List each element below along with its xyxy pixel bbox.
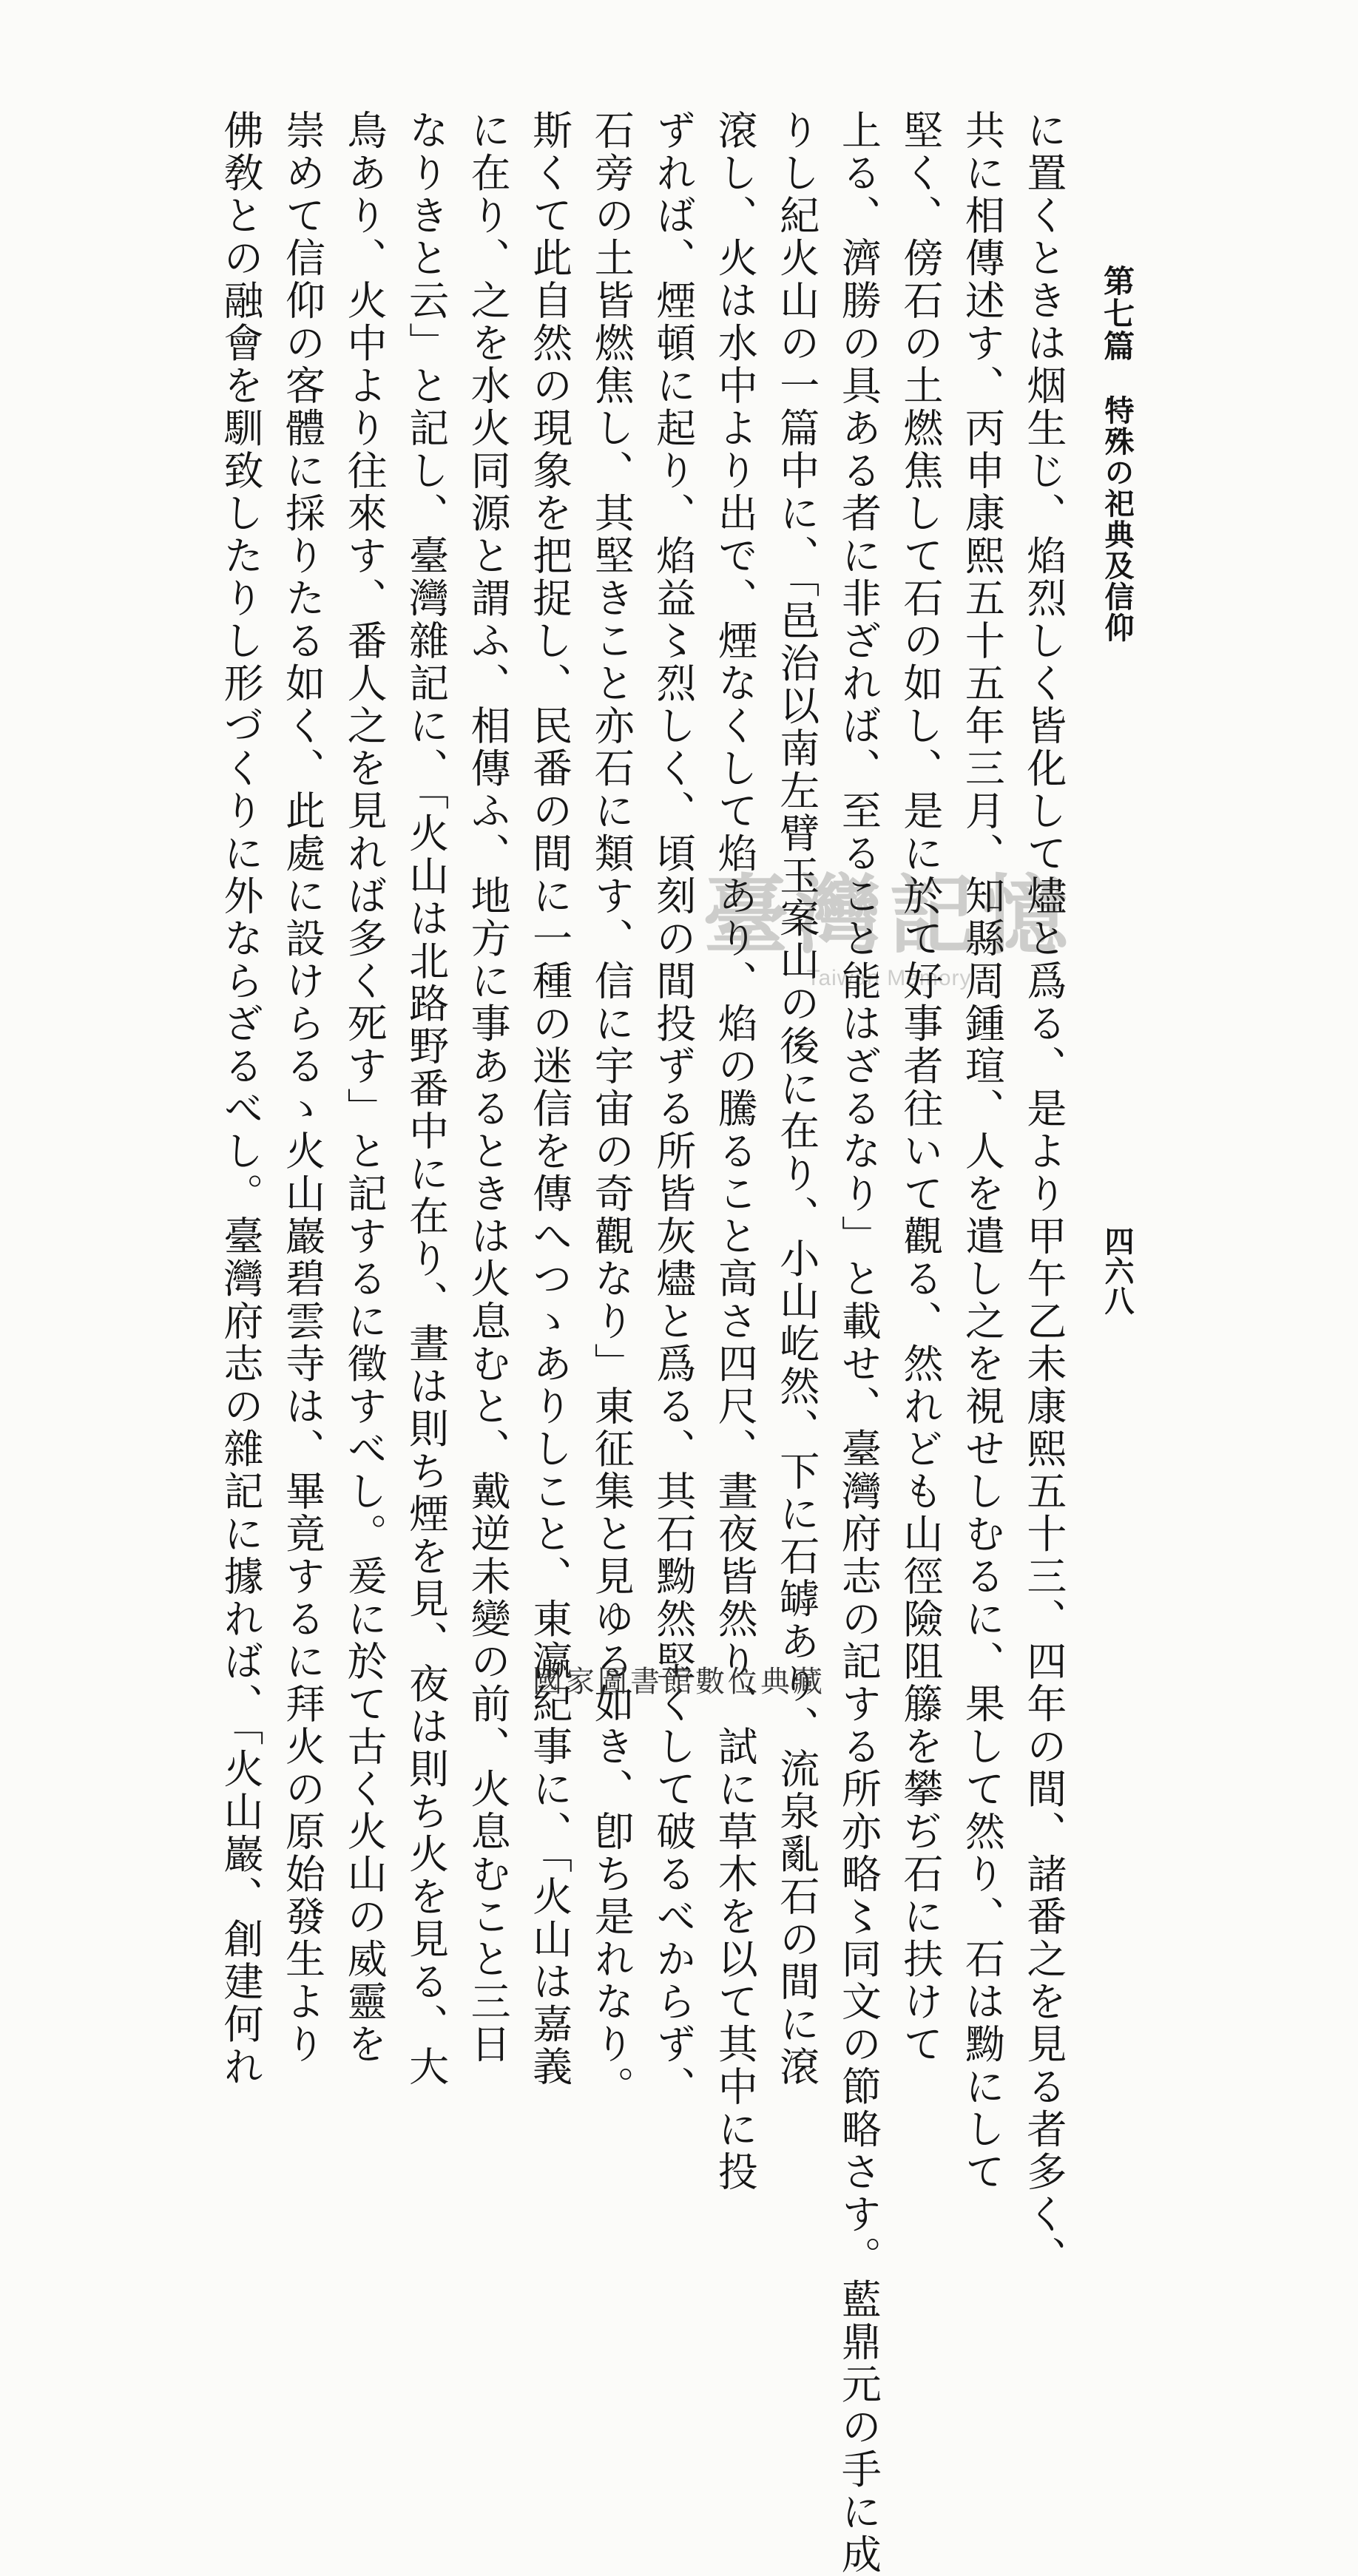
page-number: 四六八 [1100,1226,1135,1315]
text-line: 滾し、火は水中より出で、煙なくして焰あり、焰の騰ること高さ四尺、晝夜皆然り、試に草木を以て其中に投 [712,109,759,2194]
watermark-subtext: Taiwan Memory [806,966,972,990]
footer-credit: 國家圖書館數位典藏 [533,1665,825,1699]
text-line: 石旁の土皆燃焦し、其堅きこと亦石に類す、信に宇宙の奇觀なり」東征集と見ゆる如き、卽ち是れなり。 [588,109,635,2109]
text-line: 共に相傳述す、丙申康熙五十五年三月、知縣周鍾瑄、人を遣し之を視せしむるに、果して然り、石は黝にして [959,109,1006,2194]
chapter-label: 第七篇 [1099,265,1135,362]
text-line: 堅く、傍石の土燃焦して石の如し、是に於て好事者往いて觀る、然れども山徑險阻籐を攀ぢ石に扶けて [896,109,944,2066]
watermark-text: 臺灣記憶 [703,865,1075,966]
text-line: 崇めて信仰の客體に採りたる如く、此處に設けらるゝ火山巖碧雲寺は、畢竟するに拜火の原始發生より [279,109,326,2066]
text-line: ずれば、煙頓に起り、焰益〻烈しく、頃刻の間投ずる所皆灰燼と爲る、其石黝然堅くして破るべからず、 [649,109,697,2109]
text-line: なりきと云」と記し、臺灣雜記に、「火山は北路野番中に在り、晝は則ち煙を見、夜は則ち火を見る、大 [402,109,450,2089]
text-line: に在り、之を水火同源と謂ふ、相傳ふ、地方に事あるときは火息むと、戴逆未變の前、火息むこと三日 [465,109,512,2066]
running-header [1095,265,1139,643]
text-line: 上る、濟勝の具ある者に非ざれば、至ること能はざるなり」と載せ、臺灣府志の記する所亦略〻同文の節略さす。藍鼎元の手に成 [835,109,882,2576]
text-line: に置くときは烟生じ、焰烈しく皆化して燼と爲る、是より甲午乙未康熙五十三、四年の間、諸番之を見る者多く、 [1020,109,1067,2279]
chapter-title: 特殊の祀典及信仰 [1100,395,1135,643]
text-line: 佛敎との融會を馴致したりし形づくりに外ならざるべし。臺灣府志の雜記に據れば、「火山巖、創建何れ [217,109,264,2089]
text-line: 鳥あり、火中より往來す、番人之を見れば多く死す」と記するに徵すべし。爰に於て古く火山の威靈を [341,109,388,2066]
text-line: 斯くて此自然の現象を把捉し、民番の間に一種の迷信を傳へつゝありしこと、東瀛紀事に、「火山は嘉義 [526,109,573,2089]
text-line: りし紀火山の一篇中に、「邑治以南左臂玉案山の後に在り、小山屹然、下に石罅あり、流泉亂石の間に滾 [773,109,820,2089]
